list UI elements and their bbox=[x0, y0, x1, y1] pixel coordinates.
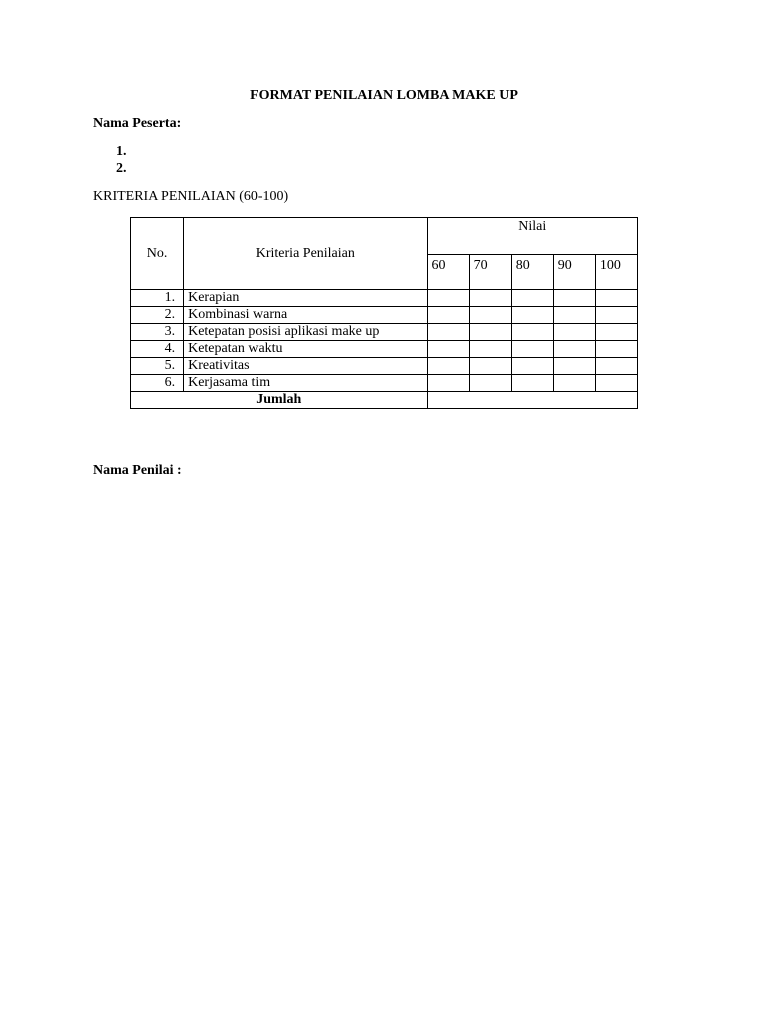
score-cell[interactable] bbox=[553, 358, 595, 375]
table-row bbox=[131, 341, 638, 358]
score-cell[interactable] bbox=[469, 307, 511, 324]
header-nilai-value: 90 bbox=[553, 255, 595, 290]
score-cell[interactable] bbox=[553, 341, 595, 358]
score-cell[interactable] bbox=[595, 324, 637, 341]
peserta-item: 1. bbox=[116, 144, 127, 159]
table-row bbox=[131, 375, 638, 392]
score-cell[interactable] bbox=[469, 290, 511, 307]
peserta-item: 2. bbox=[116, 161, 127, 176]
header-kriteria: Kriteria Penilaian bbox=[184, 218, 427, 290]
table-row bbox=[131, 324, 638, 341]
row-kriteria: Kreativitas bbox=[184, 358, 427, 375]
score-cell[interactable] bbox=[427, 290, 469, 307]
score-cell[interactable] bbox=[511, 324, 553, 341]
score-cell[interactable] bbox=[511, 307, 553, 324]
row-no: 6. bbox=[131, 375, 184, 392]
header-nilai-value: 80 bbox=[511, 255, 553, 290]
score-cell[interactable] bbox=[553, 324, 595, 341]
header-nilai-value: 60 bbox=[427, 255, 469, 290]
score-cell[interactable] bbox=[511, 290, 553, 307]
row-kriteria: Ketepatan posisi aplikasi make up bbox=[184, 324, 427, 341]
score-cell[interactable] bbox=[595, 341, 637, 358]
header-nilai-value: 100 bbox=[595, 255, 637, 290]
table-row bbox=[131, 307, 638, 324]
kriteria-heading: KRITERIA PENILAIAN (60-100) bbox=[93, 189, 289, 204]
row-no: 3. bbox=[131, 324, 184, 341]
score-cell[interactable] bbox=[511, 375, 553, 392]
row-no: 5. bbox=[131, 358, 184, 375]
score-cell[interactable] bbox=[595, 307, 637, 324]
score-cell[interactable] bbox=[469, 341, 511, 358]
jumlah-row bbox=[131, 392, 638, 409]
header-no: No. bbox=[131, 218, 184, 290]
document-title: FORMAT PENILAIAN LOMBA MAKE UP bbox=[250, 88, 518, 103]
score-cell[interactable] bbox=[427, 341, 469, 358]
score-cell[interactable] bbox=[595, 358, 637, 375]
jumlah-cell[interactable] bbox=[427, 392, 637, 409]
score-cell[interactable] bbox=[553, 375, 595, 392]
score-cell[interactable] bbox=[469, 375, 511, 392]
table-row bbox=[131, 358, 638, 375]
row-kriteria: Kerapian bbox=[184, 290, 427, 307]
score-cell[interactable] bbox=[427, 375, 469, 392]
score-cell[interactable] bbox=[427, 307, 469, 324]
peserta-list bbox=[116, 143, 127, 177]
penilai-label: Nama Penilai : bbox=[93, 463, 182, 478]
score-cell[interactable] bbox=[469, 358, 511, 375]
score-cell[interactable] bbox=[553, 290, 595, 307]
table-row bbox=[131, 290, 638, 307]
header-nilai: Nilai bbox=[427, 218, 637, 255]
score-cell[interactable] bbox=[511, 341, 553, 358]
score-cell[interactable] bbox=[595, 375, 637, 392]
row-no: 2. bbox=[131, 307, 184, 324]
peserta-label: Nama Peserta: bbox=[93, 116, 182, 131]
row-no: 4. bbox=[131, 341, 184, 358]
header-nilai-value: 70 bbox=[469, 255, 511, 290]
score-cell[interactable] bbox=[595, 290, 637, 307]
score-cell[interactable] bbox=[553, 307, 595, 324]
row-kriteria: Kerjasama tim bbox=[184, 375, 427, 392]
score-cell[interactable] bbox=[511, 358, 553, 375]
row-kriteria: Kombinasi warna bbox=[184, 307, 427, 324]
row-kriteria: Ketepatan waktu bbox=[184, 341, 427, 358]
score-cell[interactable] bbox=[427, 358, 469, 375]
row-no: 1. bbox=[131, 290, 184, 307]
score-table bbox=[130, 217, 638, 409]
jumlah-label: Jumlah bbox=[131, 392, 428, 409]
score-cell[interactable] bbox=[469, 324, 511, 341]
score-cell[interactable] bbox=[427, 324, 469, 341]
